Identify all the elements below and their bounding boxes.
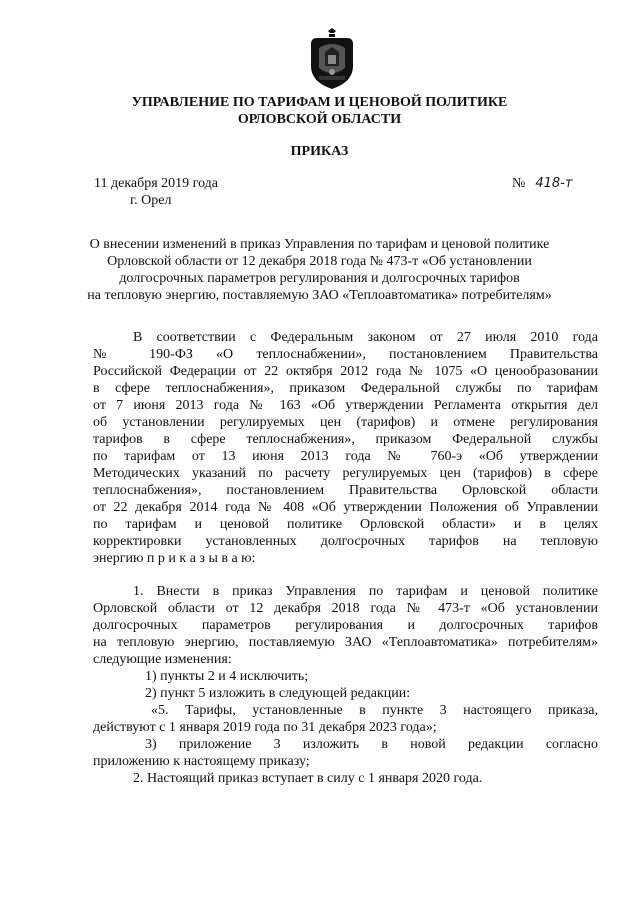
preamble-line: В соответствии с Федеральным законом от 27 июля 2010 года xyxy=(133,330,598,345)
item-1-line: Орловской области от 12 декабря 2018 года № 473-т «Об установлении xyxy=(93,601,598,616)
coat-of-arms-emblem xyxy=(307,28,357,90)
item-1-line: на тепловую энергию, поставляемую ЗАО «Теплоавтоматика» потребителям» xyxy=(93,635,598,650)
document-city: г. Орел xyxy=(130,193,172,208)
item-1-line: следующие изменения: xyxy=(93,652,232,667)
subitem-3-line: приложению к настоящему приказу; xyxy=(93,754,310,769)
document-date: 11 декабря 2019 года xyxy=(94,176,219,191)
preamble-line: об установлении регулируемых цен (тарифов) и отмене регулирования xyxy=(93,415,598,430)
preamble-line: теплоснабжения», постановлением Правительства Орловской области xyxy=(93,483,598,498)
preamble-line: в сфере теплоснабжения», приказом Федеральной службы по тарифам xyxy=(93,381,598,396)
preamble-line: Российской Федерации от 22 октября 2012 года № 1075 «О ценообразовании xyxy=(93,364,598,379)
subject-line: на тепловую энергию, поставляемую ЗАО «Теплоавтоматика» потребителям» xyxy=(87,288,552,303)
document-type-title: ПРИКАЗ xyxy=(290,144,349,159)
item-2: 2. Настоящий приказ вступает в силу с 1 января 2020 года. xyxy=(133,771,483,786)
organization-line-1: УПРАВЛЕНИЕ ПО ТАРИФАМ И ЦЕНОВОЙ ПОЛИТИКЕ xyxy=(131,95,508,110)
quoted-paragraph-line: действуют с 1 января 2019 года по 31 декабря 2023 года»; xyxy=(93,720,437,735)
preamble-line: Методических указаний по расчету регулируемых цен (тарифов) в сфере xyxy=(93,466,598,481)
quoted-paragraph-line: «5. Тарифы, установленные в пункте 3 настоящего приказа, xyxy=(151,703,598,718)
subject-line: долгосрочных параметров регулирования и долгосрочных тарифов xyxy=(119,271,520,286)
preamble-line: корректировки установленных долгосрочных тарифов на тепловую xyxy=(93,534,598,549)
item-1-line: долгосрочных параметров регулирования и долгосрочных тарифов xyxy=(93,618,598,633)
handwritten-number: 418-т xyxy=(535,176,573,191)
preamble-line: по тарифам и ценовой политике Орловской области» и в целях xyxy=(93,517,598,532)
document-subject xyxy=(0,236,639,304)
preamble-line: тарифов в сфере теплоснабжения», приказом Федеральной службы xyxy=(93,432,598,447)
subject-line: Орловской области от 12 декабря 2018 года № 473-т «Об установлении xyxy=(107,254,532,269)
organization-line-2: ОРЛОВСКОЙ ОБЛАСТИ xyxy=(237,112,402,127)
subject-line: О внесении изменений в приказ Управления по тарифам и ценовой политике xyxy=(89,237,550,252)
subitem-3-line: 3) приложение 3 изложить в новой редакции согласно xyxy=(145,737,598,752)
document-body xyxy=(93,329,598,787)
preamble-line: энергию п р и к а з ы в а ю: xyxy=(93,551,256,566)
preamble-line: от 7 июня 2013 года № 163 «Об утверждении Регламента открытия дел xyxy=(93,398,598,413)
preamble-line: от 22 декабря 2014 года № 408 «Об утверждении Положения об Управлении xyxy=(93,500,598,515)
number-label: № xyxy=(512,176,526,191)
preamble-line: № 190-ФЗ «О теплоснабжении», постановлением Правительства xyxy=(93,347,598,362)
document-number xyxy=(512,176,572,192)
organization-name xyxy=(0,94,639,128)
subitem-2: 2) пункт 5 изложить в следующей редакции: xyxy=(145,686,411,701)
subitem-1: 1) пункты 2 и 4 исключить; xyxy=(145,669,309,684)
item-1-line: 1. Внести в приказ Управления по тарифам и ценовой политике xyxy=(133,584,598,599)
preamble-line: по тарифам от 13 июня 2013 года № 760-э «Об утверждении xyxy=(93,449,598,464)
